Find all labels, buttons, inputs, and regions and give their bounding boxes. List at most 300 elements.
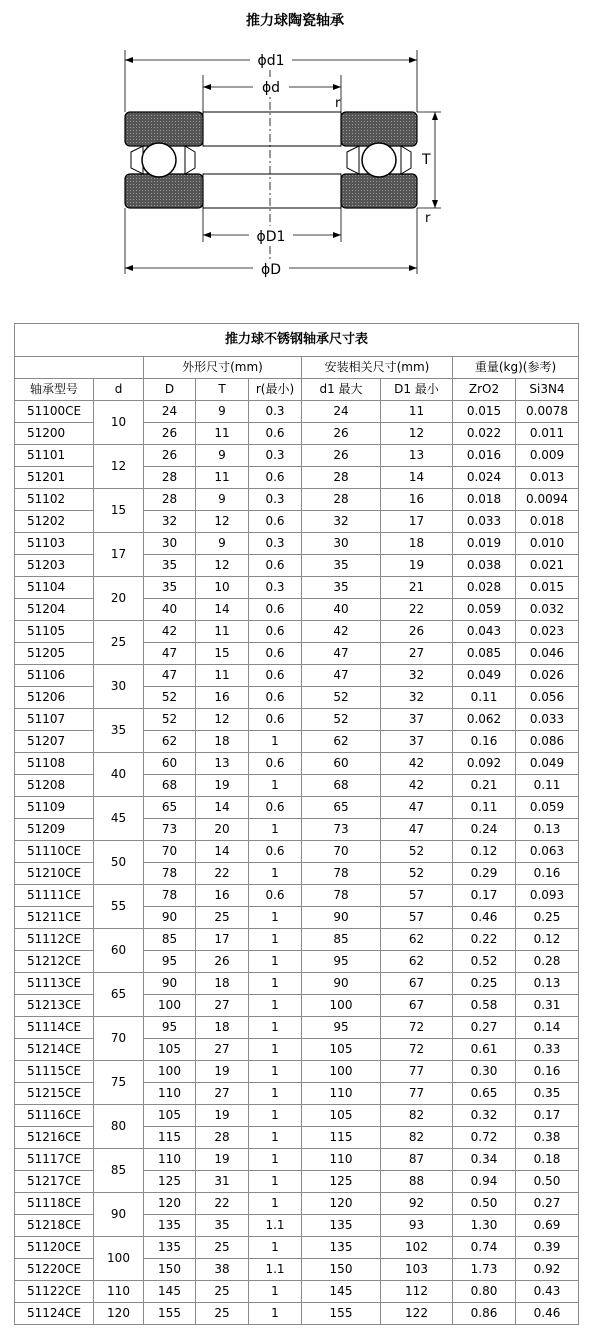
cell-D1-min: 93 bbox=[381, 1215, 453, 1237]
cell-zro2: 0.16 bbox=[453, 731, 516, 753]
cell-model: 51201 bbox=[15, 467, 94, 489]
cell-d1-max: 73 bbox=[302, 819, 381, 841]
cell-D1-min: 88 bbox=[381, 1171, 453, 1193]
cell-D: 95 bbox=[144, 951, 196, 973]
cell-T: 9 bbox=[196, 445, 249, 467]
cell-T: 10 bbox=[196, 577, 249, 599]
cell-d1-max: 28 bbox=[302, 467, 381, 489]
table-row bbox=[15, 1193, 579, 1215]
cell-r-min: 0.6 bbox=[249, 709, 302, 731]
cell-D1-min: 16 bbox=[381, 489, 453, 511]
cell-r-min: 1 bbox=[249, 775, 302, 797]
cell-r-min: 1 bbox=[249, 1039, 302, 1061]
cell-model: 51216CE bbox=[15, 1127, 94, 1149]
cell-zro2: 0.30 bbox=[453, 1061, 516, 1083]
cell-si3n4: 0.011 bbox=[516, 423, 579, 445]
table-row bbox=[15, 401, 579, 423]
cell-d1-max: 145 bbox=[302, 1281, 381, 1303]
cell-r-min: 1 bbox=[249, 929, 302, 951]
cell-D1-min: 37 bbox=[381, 731, 453, 753]
table-row bbox=[15, 489, 579, 511]
cell-d1-max: 28 bbox=[302, 489, 381, 511]
cell-r-min: 0.6 bbox=[249, 511, 302, 533]
cell-T: 18 bbox=[196, 1017, 249, 1039]
cell-T: 25 bbox=[196, 907, 249, 929]
cell-model: 51220CE bbox=[15, 1259, 94, 1281]
cell-D: 32 bbox=[144, 511, 196, 533]
cell-d: 120 bbox=[94, 1303, 144, 1325]
cell-T: 11 bbox=[196, 423, 249, 445]
cell-model: 51104 bbox=[15, 577, 94, 599]
cell-D: 52 bbox=[144, 709, 196, 731]
cell-r-min: 1.1 bbox=[249, 1259, 302, 1281]
cell-D1-min: 62 bbox=[381, 951, 453, 973]
table-row bbox=[15, 1061, 579, 1083]
cell-D1-min: 77 bbox=[381, 1061, 453, 1083]
cell-d: 12 bbox=[94, 445, 144, 489]
cell-D: 40 bbox=[144, 599, 196, 621]
cell-r-min: 0.6 bbox=[249, 753, 302, 775]
table-row bbox=[15, 1017, 579, 1039]
cell-model: 51115CE bbox=[15, 1061, 94, 1083]
cell-si3n4: 0.17 bbox=[516, 1105, 579, 1127]
cell-d: 60 bbox=[94, 929, 144, 973]
cell-zro2: 0.038 bbox=[453, 555, 516, 577]
cell-T: 12 bbox=[196, 555, 249, 577]
cell-model: 51107 bbox=[15, 709, 94, 731]
cell-T: 28 bbox=[196, 1127, 249, 1149]
table-row bbox=[15, 709, 579, 731]
cell-r-min: 0.6 bbox=[249, 467, 302, 489]
label-r-bottom: r bbox=[425, 211, 431, 226]
cell-si3n4: 0.032 bbox=[516, 599, 579, 621]
cell-d1-max: 65 bbox=[302, 797, 381, 819]
cell-D: 135 bbox=[144, 1237, 196, 1259]
cell-d1-max: 90 bbox=[302, 907, 381, 929]
cell-d1-max: 60 bbox=[302, 753, 381, 775]
column-header-row bbox=[15, 379, 579, 401]
cell-d: 70 bbox=[94, 1017, 144, 1061]
cell-D1-min: 22 bbox=[381, 599, 453, 621]
cell-model: 51213CE bbox=[15, 995, 94, 1017]
cell-D1-min: 82 bbox=[381, 1127, 453, 1149]
cell-d: 75 bbox=[94, 1061, 144, 1105]
cell-zro2: 0.94 bbox=[453, 1171, 516, 1193]
cell-si3n4: 0.16 bbox=[516, 863, 579, 885]
cell-D1-min: 26 bbox=[381, 621, 453, 643]
cell-D: 95 bbox=[144, 1017, 196, 1039]
cell-si3n4: 0.093 bbox=[516, 885, 579, 907]
cell-d: 65 bbox=[94, 973, 144, 1017]
cell-d1-max: 40 bbox=[302, 599, 381, 621]
cell-zro2: 0.24 bbox=[453, 819, 516, 841]
cell-D1-min: 72 bbox=[381, 1017, 453, 1039]
cell-model: 51208 bbox=[15, 775, 94, 797]
cell-T: 19 bbox=[196, 1105, 249, 1127]
cell-d: 15 bbox=[94, 489, 144, 533]
table-head bbox=[15, 324, 579, 401]
cell-T: 14 bbox=[196, 841, 249, 863]
cell-si3n4: 0.18 bbox=[516, 1149, 579, 1171]
cell-zro2: 0.092 bbox=[453, 753, 516, 775]
cell-model: 51118CE bbox=[15, 1193, 94, 1215]
cell-model: 51108 bbox=[15, 753, 94, 775]
cell-d1-max: 26 bbox=[302, 445, 381, 467]
cell-r-min: 1 bbox=[249, 973, 302, 995]
cell-model: 51202 bbox=[15, 511, 94, 533]
cell-r-min: 1 bbox=[249, 1127, 302, 1149]
cell-d1-max: 100 bbox=[302, 1061, 381, 1083]
cell-model: 51102 bbox=[15, 489, 94, 511]
cell-r-min: 1 bbox=[249, 1083, 302, 1105]
cell-r-min: 0.6 bbox=[249, 665, 302, 687]
cell-T: 35 bbox=[196, 1215, 249, 1237]
cell-r-min: 1 bbox=[249, 1281, 302, 1303]
col-T: T bbox=[196, 379, 249, 401]
cell-d1-max: 85 bbox=[302, 929, 381, 951]
cell-D1-min: 67 bbox=[381, 995, 453, 1017]
table-title: 推力球不锈钢轴承尺寸表 bbox=[15, 324, 579, 357]
table-row bbox=[15, 1237, 579, 1259]
cell-zro2: 0.024 bbox=[453, 467, 516, 489]
cell-r-min: 0.3 bbox=[249, 489, 302, 511]
cell-D1-min: 52 bbox=[381, 863, 453, 885]
cell-D: 85 bbox=[144, 929, 196, 951]
cell-D1-min: 13 bbox=[381, 445, 453, 467]
cell-si3n4: 0.50 bbox=[516, 1171, 579, 1193]
cell-T: 9 bbox=[196, 533, 249, 555]
cell-si3n4: 0.35 bbox=[516, 1083, 579, 1105]
cell-r-min: 1 bbox=[249, 1017, 302, 1039]
cell-d: 10 bbox=[94, 401, 144, 445]
cell-r-min: 0.6 bbox=[249, 599, 302, 621]
table-row bbox=[15, 577, 579, 599]
cell-d1-max: 125 bbox=[302, 1171, 381, 1193]
cell-D1-min: 37 bbox=[381, 709, 453, 731]
cell-d: 20 bbox=[94, 577, 144, 621]
cell-d1-max: 110 bbox=[302, 1083, 381, 1105]
cell-T: 19 bbox=[196, 775, 249, 797]
cell-model: 51113CE bbox=[15, 973, 94, 995]
cell-d1-max: 47 bbox=[302, 665, 381, 687]
cell-si3n4: 0.25 bbox=[516, 907, 579, 929]
cell-zro2: 0.32 bbox=[453, 1105, 516, 1127]
cell-d: 25 bbox=[94, 621, 144, 665]
cell-D1-min: 82 bbox=[381, 1105, 453, 1127]
cell-D: 120 bbox=[144, 1193, 196, 1215]
cell-T: 12 bbox=[196, 511, 249, 533]
cell-T: 16 bbox=[196, 885, 249, 907]
table-row bbox=[15, 445, 579, 467]
cell-r-min: 1 bbox=[249, 907, 302, 929]
cell-si3n4: 0.13 bbox=[516, 973, 579, 995]
cell-D: 68 bbox=[144, 775, 196, 797]
cell-d1-max: 78 bbox=[302, 863, 381, 885]
col-r-min: r(最小) bbox=[249, 379, 302, 401]
cell-D1-min: 102 bbox=[381, 1237, 453, 1259]
cell-D: 65 bbox=[144, 797, 196, 819]
cell-D: 155 bbox=[144, 1303, 196, 1325]
cell-D1-min: 67 bbox=[381, 973, 453, 995]
cell-si3n4: 0.12 bbox=[516, 929, 579, 951]
cell-model: 51111CE bbox=[15, 885, 94, 907]
cell-zro2: 1.30 bbox=[453, 1215, 516, 1237]
cell-zro2: 0.25 bbox=[453, 973, 516, 995]
cell-T: 19 bbox=[196, 1061, 249, 1083]
cell-D: 30 bbox=[144, 533, 196, 555]
cell-d: 45 bbox=[94, 797, 144, 841]
cell-D1-min: 62 bbox=[381, 929, 453, 951]
cell-D: 90 bbox=[144, 907, 196, 929]
cell-zro2: 0.016 bbox=[453, 445, 516, 467]
cell-d1-max: 24 bbox=[302, 401, 381, 423]
cell-zro2: 0.72 bbox=[453, 1127, 516, 1149]
cell-si3n4: 0.38 bbox=[516, 1127, 579, 1149]
table-row bbox=[15, 533, 579, 555]
cell-D: 105 bbox=[144, 1039, 196, 1061]
cell-zro2: 0.46 bbox=[453, 907, 516, 929]
cell-zro2: 0.27 bbox=[453, 1017, 516, 1039]
cell-model: 51211CE bbox=[15, 907, 94, 929]
cell-D: 26 bbox=[144, 423, 196, 445]
cell-D: 115 bbox=[144, 1127, 196, 1149]
cell-T: 25 bbox=[196, 1281, 249, 1303]
cell-d1-max: 30 bbox=[302, 533, 381, 555]
cell-D: 78 bbox=[144, 885, 196, 907]
cell-T: 25 bbox=[196, 1303, 249, 1325]
cell-D1-min: 11 bbox=[381, 401, 453, 423]
cell-model: 51200 bbox=[15, 423, 94, 445]
cell-D1-min: 77 bbox=[381, 1083, 453, 1105]
cell-D1-min: 42 bbox=[381, 775, 453, 797]
cell-T: 26 bbox=[196, 951, 249, 973]
cell-D1-min: 42 bbox=[381, 753, 453, 775]
cell-T: 31 bbox=[196, 1171, 249, 1193]
group-header-row bbox=[15, 357, 579, 379]
cell-d: 35 bbox=[94, 709, 144, 753]
cell-D1-min: 122 bbox=[381, 1303, 453, 1325]
cell-model: 51112CE bbox=[15, 929, 94, 951]
cell-D: 70 bbox=[144, 841, 196, 863]
cell-zro2: 0.11 bbox=[453, 797, 516, 819]
cell-r-min: 0.3 bbox=[249, 533, 302, 555]
cell-si3n4: 0.13 bbox=[516, 819, 579, 841]
cell-T: 15 bbox=[196, 643, 249, 665]
table-row bbox=[15, 973, 579, 995]
cell-d: 90 bbox=[94, 1193, 144, 1237]
cell-d1-max: 95 bbox=[302, 951, 381, 973]
cell-D: 35 bbox=[144, 555, 196, 577]
cell-r-min: 1 bbox=[249, 1303, 302, 1325]
cell-zro2: 0.085 bbox=[453, 643, 516, 665]
cell-d1-max: 78 bbox=[302, 885, 381, 907]
cell-D: 52 bbox=[144, 687, 196, 709]
table-row bbox=[15, 1105, 579, 1127]
cell-D1-min: 52 bbox=[381, 841, 453, 863]
cell-d1-max: 42 bbox=[302, 621, 381, 643]
cell-r-min: 1 bbox=[249, 1237, 302, 1259]
cell-zro2: 0.015 bbox=[453, 401, 516, 423]
group-weight: 重量(kg)(参考) bbox=[453, 357, 579, 379]
cell-model: 51109 bbox=[15, 797, 94, 819]
cell-model: 51105 bbox=[15, 621, 94, 643]
cell-T: 13 bbox=[196, 753, 249, 775]
cell-d1-max: 105 bbox=[302, 1039, 381, 1061]
cell-model: 51205 bbox=[15, 643, 94, 665]
cell-r-min: 0.3 bbox=[249, 445, 302, 467]
cell-D: 90 bbox=[144, 973, 196, 995]
cell-D: 47 bbox=[144, 665, 196, 687]
cell-D: 135 bbox=[144, 1215, 196, 1237]
cell-zro2: 0.65 bbox=[453, 1083, 516, 1105]
cell-model: 51120CE bbox=[15, 1237, 94, 1259]
cell-model: 51117CE bbox=[15, 1149, 94, 1171]
cell-si3n4: 0.69 bbox=[516, 1215, 579, 1237]
cell-D1-min: 19 bbox=[381, 555, 453, 577]
cell-D1-min: 103 bbox=[381, 1259, 453, 1281]
cell-D: 145 bbox=[144, 1281, 196, 1303]
cell-r-min: 1 bbox=[249, 731, 302, 753]
cell-zro2: 0.033 bbox=[453, 511, 516, 533]
group-outer: 外形尺寸(mm) bbox=[144, 357, 302, 379]
cell-d1-max: 47 bbox=[302, 643, 381, 665]
cell-model: 51122CE bbox=[15, 1281, 94, 1303]
cell-D1-min: 57 bbox=[381, 907, 453, 929]
cell-d1-max: 90 bbox=[302, 973, 381, 995]
cell-d: 55 bbox=[94, 885, 144, 929]
cell-si3n4: 0.28 bbox=[516, 951, 579, 973]
cell-si3n4: 0.018 bbox=[516, 511, 579, 533]
cell-T: 11 bbox=[196, 621, 249, 643]
cell-d: 50 bbox=[94, 841, 144, 885]
label-D: ϕD bbox=[260, 262, 282, 278]
cell-d1-max: 35 bbox=[302, 555, 381, 577]
cell-zro2: 0.86 bbox=[453, 1303, 516, 1325]
cell-si3n4: 0.059 bbox=[516, 797, 579, 819]
cell-T: 11 bbox=[196, 467, 249, 489]
cell-r-min: 0.6 bbox=[249, 423, 302, 445]
cell-si3n4: 0.92 bbox=[516, 1259, 579, 1281]
cell-d: 110 bbox=[94, 1281, 144, 1303]
cell-si3n4: 0.063 bbox=[516, 841, 579, 863]
cell-model: 51215CE bbox=[15, 1083, 94, 1105]
table-body bbox=[15, 401, 579, 1325]
cell-model: 51204 bbox=[15, 599, 94, 621]
cell-d1-max: 120 bbox=[302, 1193, 381, 1215]
col-D1-min: D1 最小 bbox=[381, 379, 453, 401]
table-row bbox=[15, 1149, 579, 1171]
table-row bbox=[15, 665, 579, 687]
col-zro2: ZrO2 bbox=[453, 379, 516, 401]
cell-model: 51100CE bbox=[15, 401, 94, 423]
label-d: ϕd bbox=[261, 80, 281, 96]
label-D1: ϕD1 bbox=[256, 229, 286, 245]
cell-si3n4: 0.16 bbox=[516, 1061, 579, 1083]
cell-model: 51203 bbox=[15, 555, 94, 577]
cell-d: 100 bbox=[94, 1237, 144, 1281]
cell-r-min: 1 bbox=[249, 1193, 302, 1215]
col-d1-max: d1 最大 bbox=[302, 379, 381, 401]
cell-r-min: 1 bbox=[249, 951, 302, 973]
cell-model: 51101 bbox=[15, 445, 94, 467]
table-row bbox=[15, 1303, 579, 1325]
label-d1: ϕd1 bbox=[257, 53, 285, 69]
group-blank bbox=[15, 357, 144, 379]
cell-D1-min: 112 bbox=[381, 1281, 453, 1303]
cell-zro2: 0.019 bbox=[453, 533, 516, 555]
cell-r-min: 1 bbox=[249, 995, 302, 1017]
table-row bbox=[15, 1281, 579, 1303]
cell-model: 51218CE bbox=[15, 1215, 94, 1237]
cell-si3n4: 0.11 bbox=[516, 775, 579, 797]
cell-d: 85 bbox=[94, 1149, 144, 1193]
cell-zro2: 0.043 bbox=[453, 621, 516, 643]
cell-r-min: 0.6 bbox=[249, 841, 302, 863]
cell-si3n4: 0.023 bbox=[516, 621, 579, 643]
bearing-spec-table bbox=[14, 323, 579, 1325]
cell-D: 47 bbox=[144, 643, 196, 665]
cell-T: 22 bbox=[196, 1193, 249, 1215]
cell-D: 28 bbox=[144, 467, 196, 489]
cell-si3n4: 0.0078 bbox=[516, 401, 579, 423]
cell-D: 60 bbox=[144, 753, 196, 775]
cell-D: 35 bbox=[144, 577, 196, 599]
cell-T: 19 bbox=[196, 1149, 249, 1171]
cell-d1-max: 150 bbox=[302, 1259, 381, 1281]
cell-D1-min: 47 bbox=[381, 819, 453, 841]
cell-model: 51114CE bbox=[15, 1017, 94, 1039]
cell-T: 12 bbox=[196, 709, 249, 731]
cell-d1-max: 100 bbox=[302, 995, 381, 1017]
cell-zro2: 0.17 bbox=[453, 885, 516, 907]
cell-D: 110 bbox=[144, 1083, 196, 1105]
cell-zro2: 0.022 bbox=[453, 423, 516, 445]
cell-model: 51212CE bbox=[15, 951, 94, 973]
table-row bbox=[15, 885, 579, 907]
cell-model: 51214CE bbox=[15, 1039, 94, 1061]
cell-D: 24 bbox=[144, 401, 196, 423]
cell-zro2: 0.50 bbox=[453, 1193, 516, 1215]
cell-d1-max: 32 bbox=[302, 511, 381, 533]
cell-T: 27 bbox=[196, 995, 249, 1017]
cell-model: 51209 bbox=[15, 819, 94, 841]
cell-d1-max: 62 bbox=[302, 731, 381, 753]
cell-D1-min: 32 bbox=[381, 665, 453, 687]
cell-D1-min: 27 bbox=[381, 643, 453, 665]
cell-D: 100 bbox=[144, 995, 196, 1017]
cell-D1-min: 32 bbox=[381, 687, 453, 709]
cell-model: 51206 bbox=[15, 687, 94, 709]
cell-model: 51217CE bbox=[15, 1171, 94, 1193]
cell-r-min: 1 bbox=[249, 1061, 302, 1083]
cell-zro2: 0.61 bbox=[453, 1039, 516, 1061]
cell-T: 27 bbox=[196, 1039, 249, 1061]
cell-zro2: 0.58 bbox=[453, 995, 516, 1017]
cell-zro2: 0.29 bbox=[453, 863, 516, 885]
cell-r-min: 1 bbox=[249, 1105, 302, 1127]
cell-model: 51103 bbox=[15, 533, 94, 555]
cell-zro2: 0.21 bbox=[453, 775, 516, 797]
cell-si3n4: 0.27 bbox=[516, 1193, 579, 1215]
cell-zro2: 0.059 bbox=[453, 599, 516, 621]
cell-T: 16 bbox=[196, 687, 249, 709]
cell-model: 51106 bbox=[15, 665, 94, 687]
cell-r-min: 0.6 bbox=[249, 555, 302, 577]
cell-D1-min: 47 bbox=[381, 797, 453, 819]
cell-T: 22 bbox=[196, 863, 249, 885]
cell-T: 27 bbox=[196, 1083, 249, 1105]
cell-T: 17 bbox=[196, 929, 249, 951]
